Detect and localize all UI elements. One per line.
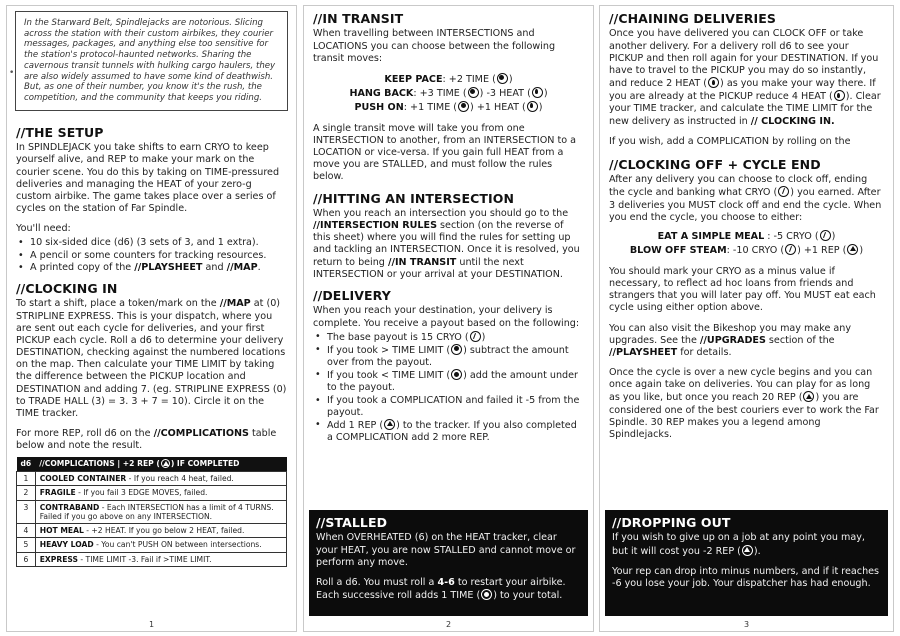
need-label: You'll need: (16, 223, 71, 235)
clocking-in-heading: //CLOCKING IN (16, 280, 118, 296)
intersection-heading: //HITTING AN INTERSECTION (313, 190, 515, 206)
complications-table (16, 457, 287, 566)
eat-meal-option: EAT A SIMPLE MEAL : -5 CRYO ( ) (657, 230, 836, 242)
page-number: 1 (148, 619, 155, 629)
payout-item: • If you took > TIME LIMIT ( ) subtract the amount over from the payout. (313, 344, 584, 369)
payout-list (313, 331, 584, 445)
time-icon (451, 369, 462, 380)
page-number: 3 (743, 619, 750, 629)
table-row: 1 COOLED CONTAINER - If you reach 4 heat, failed. (17, 472, 287, 486)
need-item: • A printed copy of the //PLAYSHEET and //MAP. (16, 262, 287, 274)
need-list (16, 237, 287, 274)
clocking-off-heading: //CLOCKING OFF + CYCLE END (609, 156, 821, 172)
rep-icon (803, 391, 814, 402)
need-item: • 10 six-sided dice (d6) (3 sets of 3, and 1 extra). (16, 237, 287, 249)
rep-icon (384, 419, 395, 430)
page-number: 2 (445, 619, 452, 629)
dropping-out-heading: //DROPPING OUT (612, 515, 731, 530)
table-row: 6 EXPRESS - TIME LIMIT -3. Fail if >TIME LIMIT. (17, 552, 287, 566)
payout-item: • The base payout is 15 CRYO ( ) (313, 331, 584, 344)
intersection-body: When you reach an intersection you should go to the //INTERSECTION RULES section (on the reverse of this sheet) where you will find the rules for setting up and tackling an INTERSECTION. Once it is resolved, you return to being //IN TRANSIT until the next INTERSECTION or your arrival at your DESTINATION. (313, 207, 580, 280)
setup-body: In SPINDLEJACK you take shifts to earn CRYO to keep yourself alive, and REP to make your mark on the courier scene. You do this by taking on TIME-pressured deliveries and managing the HEAT of your zero-g custom airbike. The game takes place over a series of cycles on the station of Far Spindle. (16, 142, 280, 215)
table-row: 2 FRAGILE - If you fail 3 EDGE MOVES, failed. (17, 486, 287, 500)
cryo-icon (820, 230, 831, 241)
time-icon (458, 101, 469, 112)
stalled-box (309, 510, 588, 616)
page-3 (599, 5, 894, 632)
chaining-body: Once you have delivered you can CLOCK OFF or take another delivery. For a delivery roll d6 to see your PICKUP and then roll again for your DESTINATION. If you have to travel to the PICKUP you may do so instantly, and reduce 2 HEAT ( ) as you make your way there. If you are already at the PICKUP reduce 4 HEAT ( ). Clear your TIME tracker, and calculate the TIME LIMIT for the new delivery as instructed in // CLOCKING IN. (609, 28, 881, 127)
need-item: • A pencil or some counters for tracking resources. (16, 250, 287, 262)
table-row: 4 HOT MEAL - +2 HEAT. If you go below 2 HEAT, failed. (17, 524, 287, 538)
more-rep-note: For more REP, roll d6 on the //COMPLICATIONS table below and note the result. (16, 428, 277, 452)
stalled-body-1: When OVERHEATED (6) on the HEAT tracker, clear your HEAT, you are now STALLED and cannot move or perform any move. (316, 532, 576, 568)
cryo-icon (470, 331, 481, 342)
rep-icon (847, 244, 858, 255)
rep-icon (742, 545, 753, 556)
heat-icon (834, 90, 845, 101)
intro-box: In the Starward Belt, Spindlejacks are notorious. Slicing across the station with their custom airbikes, they courier messages, packages, and anything else too sensitive for the station's protocol-haunted networks. Sharing the cavernous transit tunnels with hulking cargo haulers, they are also widely assumed to have some kind of deathwish. But, as one of their number, you know it's the rush, the competition, and the community that keeps you riding. (15, 11, 288, 111)
minus-note: You should mark your CRYO as a minus value if necessary, to reflect ad hoc loans from friends and strangers that you will later pay off. You MUST eat each cycle using either option above. (609, 265, 876, 314)
cryo-icon (778, 186, 789, 197)
blow-off-steam-option: BLOW OFF STEAM: -10 CRYO ( ) +1 REP ( ) (629, 244, 864, 256)
stalled-heading: //STALLED (316, 515, 388, 530)
transit-after: A single transit move will take you from one INTERSECTION to another, from an INTERSECTION to a LOCATION or vice-versa. If you gain full HEAT from a move you are STALLED, and must follow the rules below. (313, 122, 577, 183)
chaining-heading: //CHAINING DELIVERIES (609, 11, 776, 26)
table-row: 5 HEAVY LOAD - You can't PUSH ON between intersections. (17, 538, 287, 552)
bikeshop-note: You can also visit the Bikeshop you may make any upgrades. See the //UPGRADES section of the //PLAYSHEET for details. (609, 322, 852, 358)
d6-header: d6 (17, 457, 36, 471)
hang-back-move: HANG BACK: +3 TIME ( ) -3 HEAT ( ) (349, 87, 548, 99)
transit-moves (313, 73, 584, 115)
dropping-out-box (605, 510, 888, 616)
heat-icon (532, 87, 543, 98)
dropping-out-body-1: If you wish to give up on a job at any point you may, but it will cost you -2 REP ( ). (612, 532, 865, 557)
transit-body: When travelling between INTERSECTIONS and LOCATIONS you can choose between the following transit moves: (313, 28, 556, 64)
heat-icon (708, 77, 719, 88)
keep-pace-move: KEEP PACE: +2 TIME ( ) (384, 73, 513, 85)
page-1 (6, 5, 297, 632)
margin-dot: • (9, 68, 15, 78)
transit-heading: //IN TRANSIT (313, 11, 404, 26)
complications-header: //COMPLICATIONS | +2 REP ( ) IF COMPLETED (35, 457, 286, 471)
cryo-icon (785, 244, 796, 255)
clocking-off-body: After any delivery you can choose to clock off, ending the cycle and banking what CRYO ( ) you earned. After 3 deliveries you MUST clock off and end the cycle. When you end the cycle, you choose to either: (609, 174, 882, 223)
delivery-body: When you reach your destination, your delivery is complete. You receive a payout based on the following: (313, 305, 580, 329)
heat-icon (527, 101, 538, 112)
cycle-end-options (609, 230, 884, 258)
time-icon (497, 73, 508, 84)
time-icon (468, 87, 479, 98)
delivery-heading: //DELIVERY (313, 287, 391, 303)
table-row: 3 CONTRABAND - Each INTERSECTION has a limit of 4 TURNS. Failed if you go above on any INTERSECTION. (17, 500, 287, 524)
dropping-out-body-2: Your rep can drop into minus numbers, and if it reaches -6 you lose your job. Your dispatcher has had enough. (612, 565, 880, 589)
push-on-move: PUSH ON: +1 TIME ( ) +1 HEAT ( ) (354, 101, 543, 113)
time-icon (451, 344, 462, 355)
cycle-note: Once the cycle is over a new cycle begins and you can once again take on deliveries. You can play for as long as you like, but once you reach 20 REP ( ) you are considered one of the best couriers ever to work the Far Spindle. 30 REP makes you a legend among Spindlejacks. (609, 367, 879, 440)
complications-header-row (17, 457, 287, 471)
page-2 (303, 5, 594, 632)
payout-item: • If you took a COMPLICATION and failed it -5 from the payout. (313, 395, 584, 419)
rep-icon (161, 459, 170, 468)
time-icon (481, 589, 492, 600)
payout-item: • If you took < TIME LIMIT ( ) add the amount under to the payout. (313, 369, 584, 394)
setup-heading: //THE SETUP (16, 124, 104, 140)
clocking-in-body: To start a shift, place a token/mark on the //MAP at (0) STRIPLINE EXPRESS. This is your dispatch, where you are sent out each cycle for deliveries, and your first PICKUP each cycle. Roll a d6 to determine your delivery DESTINATION, checking against the numbered locations on the map. Then calculate your TIME LIMIT by taking the difference between the PICKUP location and DESTINATION and adding 7. (eg. STRIPLINE EXPRESS (0) to TRADE HALL (3) = 3. 3 + 7 = 10). Circle it on the TIME tracker. (16, 298, 287, 419)
payout-item: • Add 1 REP ( ) to the tracker. If you also completed a COMPLICATION add 2 more REP. (313, 419, 584, 444)
stalled-body-2: Roll a d6. You must roll a 4-6 to restart your airbike. Each successive roll adds 1 TIME ( ) to your total. (316, 576, 566, 602)
complication-note: If you wish, add a COMPLICATION by rolling on the (609, 135, 851, 147)
